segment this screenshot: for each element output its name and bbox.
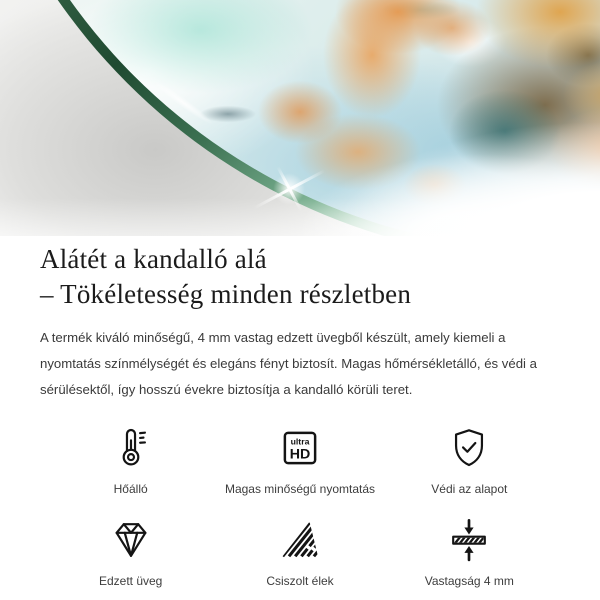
feature-label: Edzett üveg (98, 574, 163, 588)
page-title-line1: Alátét a kandalló alá (40, 244, 267, 274)
feature-polished-edges (215, 516, 384, 588)
feature-label: Magas minőségű nyomtatás (224, 482, 376, 496)
product-hero-image (0, 0, 600, 236)
thermometer-icon (108, 424, 154, 471)
feature-label: Csiszolt élek (266, 574, 334, 588)
feature-label: Vastagság 4 mm (424, 574, 514, 588)
product-description-section (0, 242, 600, 588)
feature-high-quality-print (215, 424, 384, 496)
feature-protects-base (385, 424, 554, 496)
feature-tempered-glass (46, 516, 215, 588)
polished-edge-icon (277, 516, 323, 563)
thickness-icon (446, 516, 492, 563)
ultra-hd-icon-text-top: ultra (290, 435, 310, 446)
feature-label: Védi az alapot (431, 482, 508, 496)
diamond-icon (108, 516, 154, 563)
page-title-line2: – Tökéletesség minden részletben (40, 279, 412, 309)
feature-grid (40, 424, 560, 588)
feature-heat-resistant (46, 424, 215, 496)
ultra-hd-icon-text-bottom: HD (289, 446, 311, 463)
feature-thickness-4mm (385, 516, 554, 588)
ultra-hd-icon (278, 424, 322, 471)
product-description-text: A termék kiváló minőségű, 4 mm vastag edzett üvegből készült, amely kiemeli a nyomtatás színmélységét és elegáns fényt biztosít. Magas hőmérsékletálló, és védi a sérülésektől, így hosszú évekre biztosítja a kandalló körüli teret. (40, 330, 537, 397)
page-title (40, 242, 560, 312)
feature-label: Hőálló (113, 482, 148, 496)
shield-check-icon (446, 424, 492, 471)
